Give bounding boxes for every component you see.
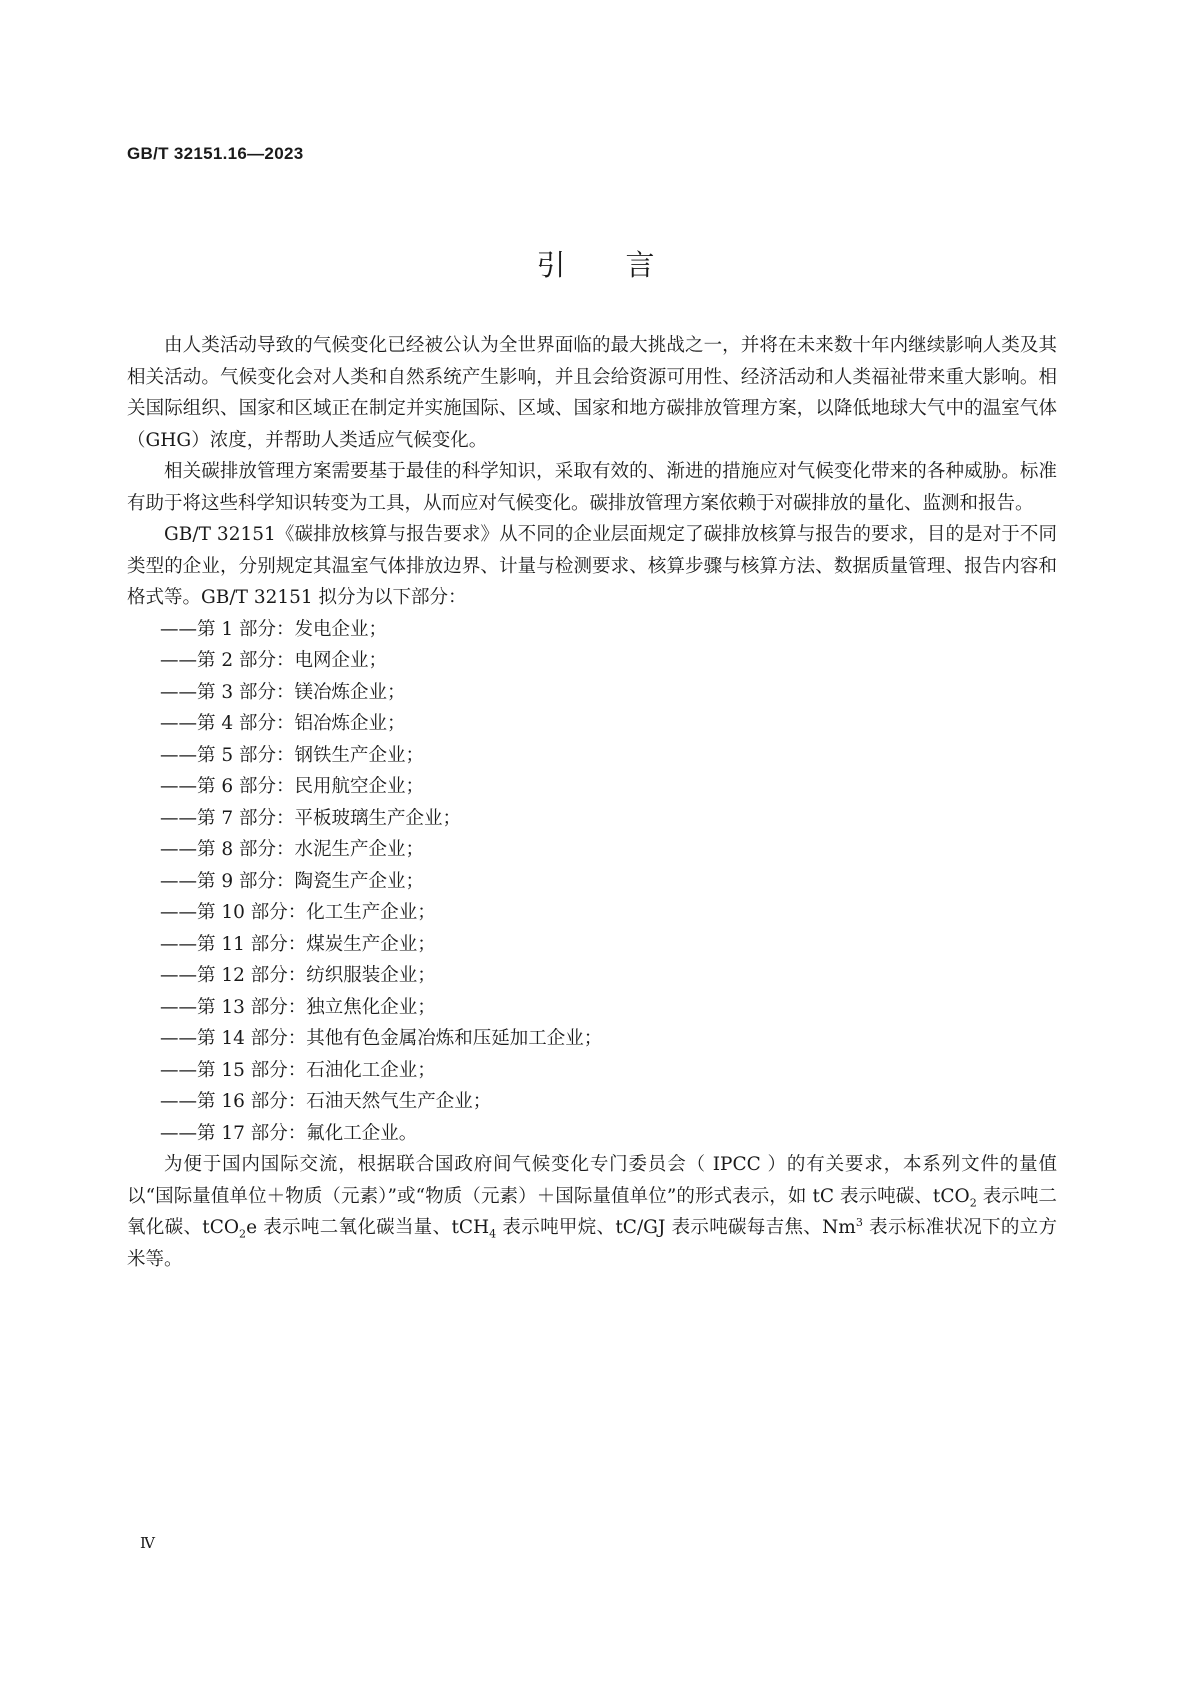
- units-text-1: 为便于国内国际交流，根据联合国政府间气候变化专门委员会（ IPCC ）的有关要求，本系列文件的量值以“国际量值单位＋物质（元素）”或“物质（元素）＋国际量值单位”的形式表示，如 tC 表示吨碳、tCO: [127, 1154, 1057, 1207]
- units-text-5: 表示标准状况下的立方米等。: [127, 1217, 1057, 1270]
- units-text-2: 表示吨二氧化碳、tCO: [127, 1185, 1057, 1238]
- list-item: ——第 15 部分：石油化工企业；: [160, 1059, 436, 1081]
- main-content: [127, 330, 1057, 1275]
- list-item: ——第 2 部分：电网企业；: [160, 650, 388, 671]
- subscript-2: 2: [239, 1227, 247, 1241]
- list-item: ——第 8 部分：水泥生产企业；: [160, 839, 425, 860]
- list-item: ——第 5 部分：钢铁生产企业；: [160, 744, 425, 766]
- units-text-3: e 表示吨二氧化碳当量、tCH: [246, 1217, 490, 1238]
- list-item: ——第 14 部分：其他有色金属冶炼和压延加工企业；: [160, 1028, 603, 1049]
- subscript-4: 4: [489, 1227, 497, 1241]
- list-item: ——第 16 部分：石油天然气生产企业；: [160, 1091, 492, 1112]
- list-item: ——第 7 部分：平板玻璃生产企业；: [160, 807, 462, 829]
- list-item: ——第 11 部分：煤炭生产企业；: [160, 933, 436, 955]
- list-item: ——第 17 部分：氟化工企业。: [160, 1122, 418, 1144]
- intro-paragraph-1: 由人类活动导致的气候变化已经被公认为全世界面临的最大挑战之一，并将在未来数十年内继续影响人类及其相关活动。气候变化会对人类和自然系统产生影响，并且会给资源可用性、经济活动和人类福祉带来重大影响。相关国际组织、国家和区域正在制定并实施国际、区域、国家和地方碳排放管理方案，以降低地球大气中的温室气体（GHG）浓度，并帮助人类适应气候变化。: [127, 335, 1057, 451]
- subscript-2: 2: [969, 1196, 977, 1210]
- units-paragraph: [127, 1149, 1057, 1275]
- intro-paragraph-3: GB/T 32151《碳排放核算与报告要求》从不同的企业层面规定了碳排放核算与报告的要求，目的是对于不同类型的企业，分别规定其温室气体排放边界、计量与检测要求、核算步骤与核算方法、数据质量管理、报告内容和格式等。GB/T 32151 拟分为以下部分：: [127, 524, 1057, 608]
- list-item: ——第 10 部分：化工生产企业；: [160, 902, 436, 923]
- list-item: ——第 4 部分：铝冶炼企业；: [160, 713, 406, 734]
- page-number: Ⅳ: [140, 1536, 155, 1552]
- list-item: ——第 6 部分：民用航空企业；: [160, 776, 425, 797]
- list-item: ——第 12 部分：纺织服装企业；: [160, 965, 436, 986]
- page-title: 引言: [536, 248, 715, 282]
- intro-paragraph-2: 相关碳排放管理方案需要基于最佳的科学知识，采取有效的、渐进的措施应对气候变化带来的各种威胁。标准有助于将这些科学知识转变为工具，从而应对气候变化。碳排放管理方案依赖于对碳排放的量化、监测和报告。: [127, 461, 1057, 514]
- units-text-4: 表示吨甲烷、tC/GJ 表示吨碳每吉焦、Nm: [496, 1217, 856, 1238]
- list-item: ——第 13 部分：独立焦化企业；: [160, 996, 436, 1018]
- list-item: ——第 1 部分：发电企业；: [160, 618, 388, 640]
- parts-list: [127, 614, 1057, 1150]
- list-item: ——第 9 部分：陶瓷生产企业；: [160, 870, 425, 892]
- standard-code: GB/T 32151.16—2023: [127, 144, 304, 163]
- list-item: ——第 3 部分：镁冶炼企业；: [160, 681, 406, 703]
- superscript-3: 3: [855, 1215, 863, 1229]
